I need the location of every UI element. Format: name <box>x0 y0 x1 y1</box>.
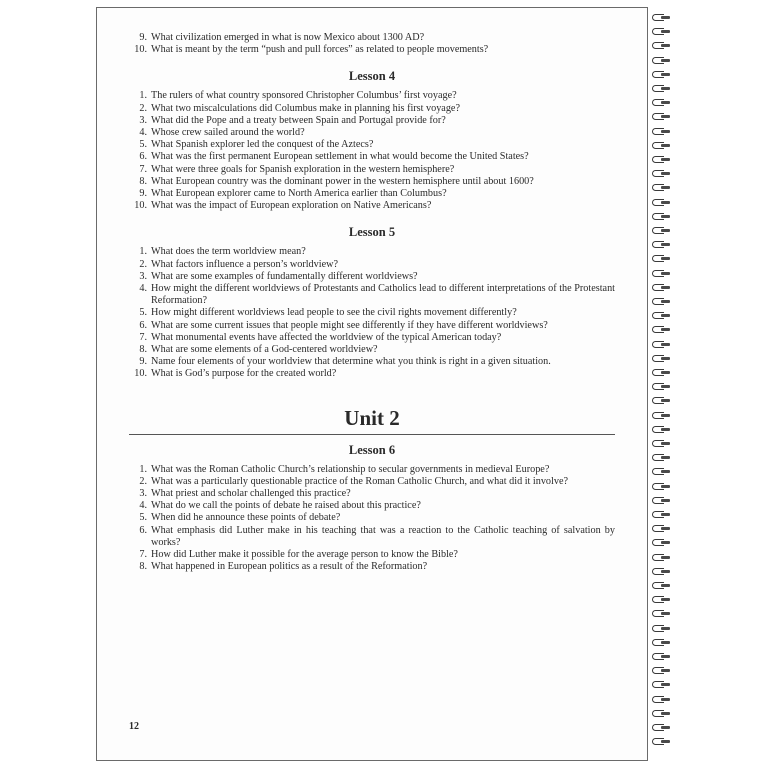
spiral-coil <box>652 440 670 448</box>
question-text: What does the term worldview mean? <box>151 246 306 258</box>
question-text: Whose crew sailed around the world? <box>151 127 305 139</box>
spiral-coil <box>652 710 670 718</box>
spiral-coil <box>652 412 670 420</box>
spiral-coil <box>652 326 670 334</box>
spiral-coil <box>652 184 670 192</box>
spiral-coil <box>652 454 670 462</box>
question-list-continued <box>129 32 615 56</box>
question-item <box>129 356 615 368</box>
question-text: How might different worldviews lead people to see the civil rights movement differently? <box>151 307 517 319</box>
page-content <box>129 32 615 574</box>
question-item <box>129 164 615 176</box>
question-text: What European country was the dominant power in the western hemisphere until about 1600? <box>151 175 534 187</box>
spiral-coil <box>652 28 670 36</box>
question-number: 2. <box>139 258 147 270</box>
question-text: What was the Roman Catholic Church’s relationship to secular governments in medieval Europe? <box>151 463 550 475</box>
question-item <box>129 151 615 163</box>
spiral-coil <box>652 539 670 547</box>
question-text: What were three goals for Spanish exploration in the western hemisphere? <box>151 163 455 175</box>
question-item <box>129 188 615 200</box>
question-item <box>129 246 615 258</box>
spiral-coil <box>652 511 670 519</box>
question-text: What happened in European politics as a result of the Reformation? <box>151 561 428 573</box>
spiral-coil <box>652 213 670 221</box>
question-item <box>129 176 615 188</box>
spiral-coil <box>652 667 670 675</box>
spiral-coil <box>652 312 670 320</box>
spiral-coil <box>652 298 670 306</box>
spiral-coil <box>652 525 670 533</box>
question-item <box>129 368 615 380</box>
spiral-coil <box>652 610 670 618</box>
spiral-coil <box>652 156 670 164</box>
spiral-coil <box>652 397 670 405</box>
spiral-coil <box>652 199 670 207</box>
question-text: What are some elements of a God-centered worldview? <box>151 344 378 356</box>
spiral-coil <box>652 341 670 349</box>
spiral-coil <box>652 142 670 150</box>
question-text: What priest and scholar challenged this practice? <box>151 488 351 500</box>
question-number: 3. <box>139 114 147 126</box>
unit-divider <box>129 434 615 435</box>
question-item <box>129 476 615 488</box>
question-number: 6. <box>139 524 147 536</box>
spiral-coil <box>652 42 670 50</box>
question-number: 1. <box>139 463 147 475</box>
question-number: 3. <box>139 270 147 282</box>
question-text: What factors influence a person’s worldview? <box>151 258 338 270</box>
lesson-4-questions <box>129 90 615 212</box>
spiral-coil <box>652 426 670 434</box>
question-number: 8. <box>139 175 147 187</box>
question-number: 4. <box>139 283 147 295</box>
spiral-coil <box>652 355 670 363</box>
question-text: What did the Pope and a treaty between Spain and Portugal provide for? <box>151 114 446 126</box>
question-number: 4. <box>139 500 147 512</box>
question-text: What are some current issues that people might see differently if they have different worldviews? <box>151 319 548 331</box>
question-number: 7. <box>139 549 147 561</box>
question-text: What was a particularly questionable practice of the Roman Catholic Church, and what did it involve? <box>151 475 568 487</box>
lesson-5-heading: Lesson 5 <box>348 225 396 240</box>
question-text: What do we call the points of debate he raised about this practice? <box>151 500 421 512</box>
question-item <box>129 259 615 271</box>
question-number: 4. <box>139 127 147 139</box>
spiral-coil <box>652 170 670 178</box>
question-text: What was the impact of European exploration on Native Americans? <box>151 200 432 212</box>
spiral-coil <box>652 554 670 562</box>
spiral-binding <box>652 10 674 758</box>
question-number: 10. <box>134 200 147 212</box>
lesson-6-heading: Lesson 6 <box>348 442 396 457</box>
question-text: What is meant by the term “push and pull forces” as related to people movements? <box>151 44 489 56</box>
lesson-6-questions <box>129 464 615 574</box>
spiral-coil <box>652 255 670 263</box>
lesson-4-heading: Lesson 4 <box>348 69 396 84</box>
spiral-coil <box>652 85 670 93</box>
question-text: What are some examples of fundamentally different worldviews? <box>151 270 418 282</box>
question-number: 5. <box>139 139 147 151</box>
question-text: What two miscalculations did Columbus make in planning his first voyage? <box>151 102 460 114</box>
question-text: What civilization emerged in what is now Mexico about 1300 AD? <box>151 32 425 43</box>
question-text: When did he announce these points of debate? <box>151 512 341 524</box>
spiral-coil <box>652 383 670 391</box>
question-item <box>129 500 615 512</box>
spiral-coil <box>652 596 670 604</box>
spiral-coil <box>652 227 670 235</box>
question-text: How did Luther make it possible for the average person to know the Bible? <box>151 549 458 561</box>
spiral-coil <box>652 270 670 278</box>
question-number: 3. <box>139 488 147 500</box>
question-item <box>129 90 615 102</box>
spiral-coil <box>652 639 670 647</box>
spiral-coil <box>652 57 670 65</box>
workbook-page <box>96 7 648 761</box>
spiral-coil <box>652 14 670 22</box>
spiral-coil <box>652 71 670 79</box>
question-item <box>129 283 615 307</box>
spiral-coil <box>652 696 670 704</box>
question-text: How might the different worldviews of Protestants and Catholics lead to different interpretations of the Protestant Reformation? <box>151 283 615 307</box>
question-number: 5. <box>139 512 147 524</box>
spiral-coil <box>652 369 670 377</box>
question-item <box>129 44 615 56</box>
page-number: 12 <box>129 721 139 732</box>
question-item <box>129 561 615 573</box>
question-item <box>129 200 615 212</box>
question-item <box>129 549 615 561</box>
question-item <box>129 139 615 151</box>
spiral-coil <box>652 241 670 249</box>
question-text: The rulers of what country sponsored Christopher Columbus’ first voyage? <box>151 90 457 102</box>
question-number: 9. <box>139 356 147 368</box>
spiral-coil <box>652 568 670 576</box>
question-item <box>129 115 615 127</box>
spiral-coil <box>652 468 670 476</box>
question-number: 6. <box>139 319 147 331</box>
question-number: 1. <box>139 90 147 102</box>
question-number: 7. <box>139 163 147 175</box>
question-number: 10. <box>134 368 147 380</box>
question-item <box>129 32 615 44</box>
question-text: What Spanish explorer led the conquest of the Aztecs? <box>151 139 374 151</box>
lesson-5-questions <box>129 246 615 380</box>
spiral-coil <box>652 99 670 107</box>
spiral-coil <box>652 128 670 136</box>
spiral-coil <box>652 497 670 505</box>
spiral-coil <box>652 653 670 661</box>
spiral-coil <box>652 681 670 689</box>
spiral-coil <box>652 483 670 491</box>
question-number: 8. <box>139 344 147 356</box>
question-text: What emphasis did Luther make in his teaching that was a reaction to the Catholic teaching of salvation by works? <box>151 524 615 548</box>
question-item <box>129 512 615 524</box>
question-number: 6. <box>139 151 147 163</box>
question-number: 10. <box>134 44 147 56</box>
question-number: 5. <box>139 307 147 319</box>
spiral-coil <box>652 738 670 746</box>
question-item <box>129 488 615 500</box>
spiral-coil <box>652 113 670 121</box>
question-number: 9. <box>139 188 147 200</box>
question-text: What monumental events have affected the worldview of the typical American today? <box>151 331 502 343</box>
question-text: What is God’s purpose for the created world? <box>151 368 337 380</box>
question-item <box>129 271 615 283</box>
question-number: 8. <box>139 561 147 573</box>
question-item <box>129 127 615 139</box>
question-item <box>129 307 615 319</box>
question-text: Name four elements of your worldview that determine what you think is right in a given situation. <box>151 356 551 368</box>
question-number: 2. <box>139 102 147 114</box>
question-number: 1. <box>139 246 147 258</box>
unit-title: Unit 2 <box>344 405 400 430</box>
question-number: 7. <box>139 331 147 343</box>
spiral-coil <box>652 724 670 732</box>
spiral-coil <box>652 582 670 590</box>
question-item <box>129 103 615 115</box>
question-text: What European explorer came to North America earlier than Columbus? <box>151 188 447 200</box>
question-item <box>129 525 615 549</box>
question-item <box>129 344 615 356</box>
spiral-coil <box>652 625 670 633</box>
question-number: 2. <box>139 475 147 487</box>
spiral-coil <box>652 284 670 292</box>
question-number: 9. <box>139 32 147 43</box>
question-item <box>129 320 615 332</box>
question-text: What was the first permanent European settlement in what would become the United States? <box>151 151 529 163</box>
question-item <box>129 464 615 476</box>
question-item <box>129 332 615 344</box>
